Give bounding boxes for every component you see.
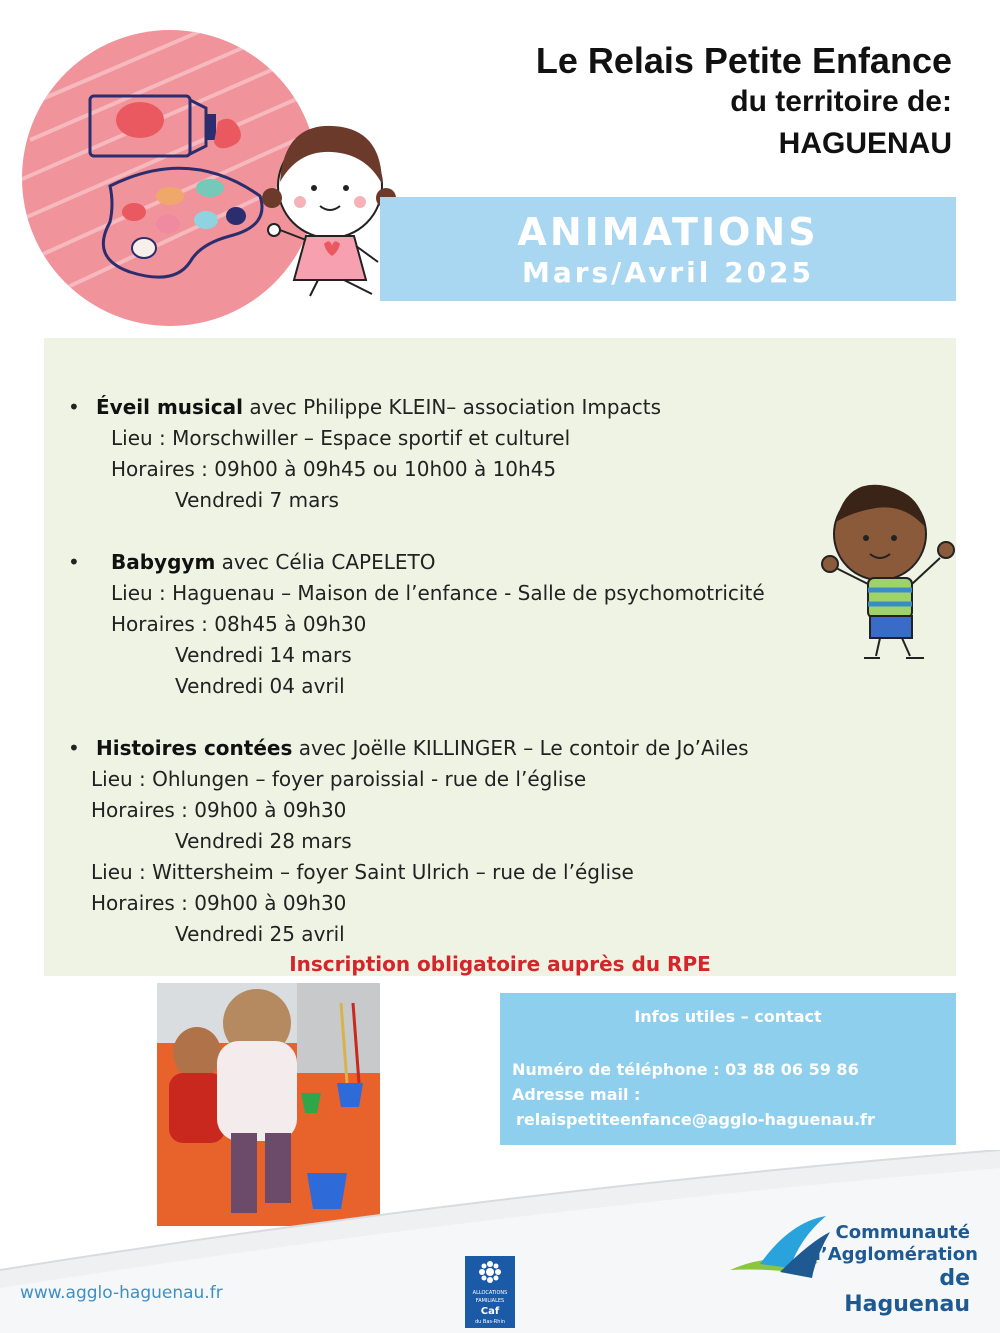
bullet-glyph: • — [68, 395, 80, 419]
contact-box — [500, 993, 956, 1145]
activity-horaires: Horaires : 09h00 à 09h45 ou 10h00 à 10h45 — [111, 457, 557, 481]
bullet-glyph: • — [68, 736, 80, 760]
activity-lieu: Lieu : Morschwiller – Espace sportif et culturel — [111, 426, 571, 450]
title-line-3: HAGUENAU — [778, 127, 952, 160]
agglo-name — [808, 1222, 978, 1318]
girl-painting-illustration — [0, 0, 420, 340]
activity-date: Vendredi 04 avril — [175, 674, 345, 698]
activity-date: Vendredi 28 mars — [175, 829, 352, 853]
activity-lieu: Lieu : Wittersheim – foyer Saint Ulrich – rue de l’église — [91, 860, 634, 884]
bullet-glyph: • — [68, 550, 80, 574]
activities-list — [68, 392, 828, 950]
activity-horaires: Horaires : 09h00 à 09h30 — [91, 891, 347, 915]
caf-logo — [465, 1256, 515, 1328]
activity-host: avec Célia CAPELETO — [215, 550, 436, 574]
activity-name: Éveil musical — [96, 395, 243, 419]
caf-line1: ALLOCATIONS — [472, 1290, 508, 1296]
contact-title: Infos utiles – contact — [634, 1007, 822, 1026]
agglo-line2: d’Agglomération — [808, 1244, 978, 1265]
contact-mail-label: Adresse mail : — [512, 1085, 641, 1104]
agglo-line3: de Haguenau — [844, 1266, 970, 1317]
banner-subtitle: Mars/Avril 2025 — [521, 256, 815, 289]
caf-flower-icon — [475, 1260, 505, 1284]
activity-date: Vendredi 25 avril — [175, 922, 345, 946]
list-item — [68, 733, 828, 764]
activity-lieu: Lieu : Ohlungen – foyer paroissial - rue de l’église — [91, 767, 587, 791]
agglo-line1: Communauté — [835, 1222, 970, 1243]
activity-horaires: Horaires : 09h00 à 09h30 — [91, 798, 347, 822]
contact-phone: Numéro de téléphone : 03 88 06 59 86 — [512, 1060, 859, 1079]
activity-host: avec Joëlle KILLINGER – Le contoir de Jo’Ailes — [292, 736, 749, 760]
website-link[interactable]: www.agglo-haguenau.fr — [20, 1283, 223, 1303]
caf-line2: FAMILIALES — [475, 1298, 505, 1304]
list-item — [68, 547, 828, 578]
animations-banner — [380, 197, 956, 301]
boy-character-icon — [810, 478, 970, 668]
page-title — [536, 40, 952, 166]
activity-lieu: Lieu : Haguenau – Maison de l’enfance - Salle de psychomotricité — [111, 581, 765, 605]
caf-region: du Bas-Rhin — [474, 1319, 506, 1325]
activity-date: Vendredi 7 mars — [175, 488, 339, 512]
activity-host: avec Philippe KLEIN– association Impacts — [242, 395, 662, 419]
inscription-notice: Inscription obligatoire auprès du RPE — [289, 952, 711, 976]
caf-name: Caf — [480, 1306, 500, 1317]
activity-horaires: Horaires : 08h45 à 09h30 — [111, 612, 367, 636]
contact-email-link[interactable]: relaispetiteenfance@agglo-haguenau.fr — [516, 1110, 875, 1129]
title-line-1: Le Relais Petite Enfance — [535, 40, 952, 81]
list-item — [68, 392, 828, 423]
title-line-2: du territoire de: — [730, 85, 952, 118]
activity-name: Histoires contées — [96, 736, 293, 760]
banner-title: ANIMATIONS — [517, 210, 819, 254]
activity-name: Babygym — [111, 550, 216, 574]
activity-date: Vendredi 14 mars — [175, 643, 352, 667]
